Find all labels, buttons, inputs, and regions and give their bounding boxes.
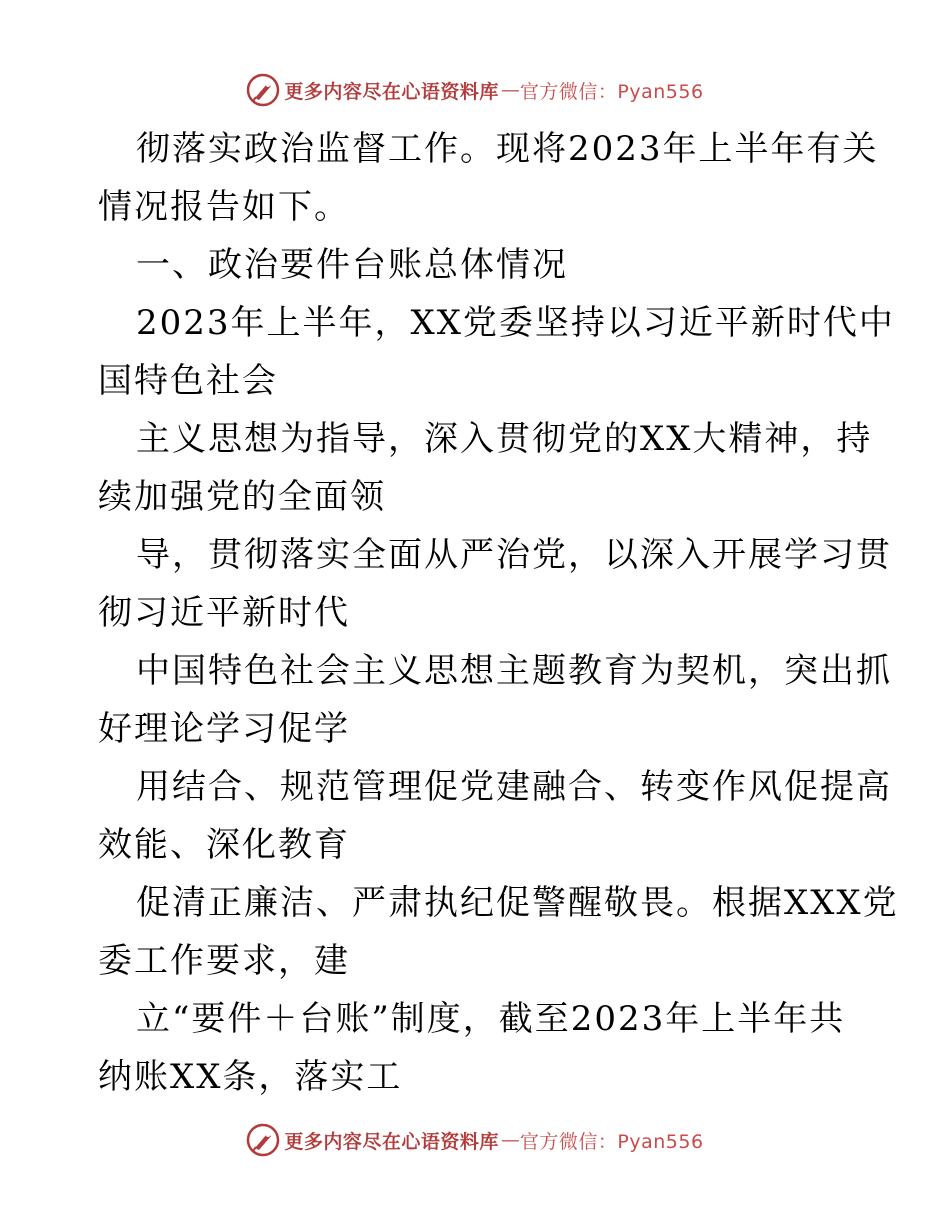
body-line: 续加强党的全面领 <box>98 477 386 517</box>
footer-banner <box>0 1120 950 1160</box>
body-line: 主义思想为指导，深入贯彻党的XX大精神，持 <box>136 419 873 459</box>
body-line: 立“要件＋台账”制度，截至2023年上半年共 <box>136 999 846 1039</box>
banner-separator: — <box>500 1129 518 1151</box>
body-line: 彻落实政治监督工作。现将2023年上半年有关 <box>136 129 879 169</box>
banner-wechat-text: 官方微信：Pyan556 <box>519 1130 704 1153</box>
body-line: 2023年上半年，XX党委坚持以习近平新时代中 <box>136 303 895 343</box>
body-line: 委工作要求，建 <box>98 941 350 981</box>
body-line: 用结合、规范管理促党建融合、转变作风促提高 <box>136 767 892 807</box>
pen-nib-logo-icon <box>246 1123 280 1157</box>
body-line: 国特色社会 <box>98 361 278 401</box>
banner-main-text: 更多内容尽在心语资料库 <box>284 1130 499 1153</box>
banner-separator: — <box>500 79 518 101</box>
body-line: 情况报告如下。 <box>98 187 350 227</box>
body-line: 导，贯彻落实全面从严治党，以深入开展学习贯 <box>136 535 892 575</box>
body-line: 促清正廉洁、严肃执纪促警醒敬畏。根据XXX党 <box>136 883 899 923</box>
document-body <box>98 120 899 1106</box>
pen-nib-logo-icon <box>246 73 280 107</box>
section-heading: 一、政治要件台账总体情况 <box>136 245 568 285</box>
banner-wechat-text: 官方微信：Pyan556 <box>519 80 704 103</box>
body-line: 纳账XX条，落实工 <box>98 1057 403 1097</box>
header-banner <box>0 70 950 110</box>
body-line: 效能、深化教育 <box>98 825 350 865</box>
body-line: 好理论学习促学 <box>98 709 350 749</box>
body-line: 彻习近平新时代 <box>98 593 350 633</box>
banner-main-text: 更多内容尽在心语资料库 <box>284 80 499 103</box>
body-line: 中国特色社会主义思想主题教育为契机，突出抓 <box>136 651 892 691</box>
